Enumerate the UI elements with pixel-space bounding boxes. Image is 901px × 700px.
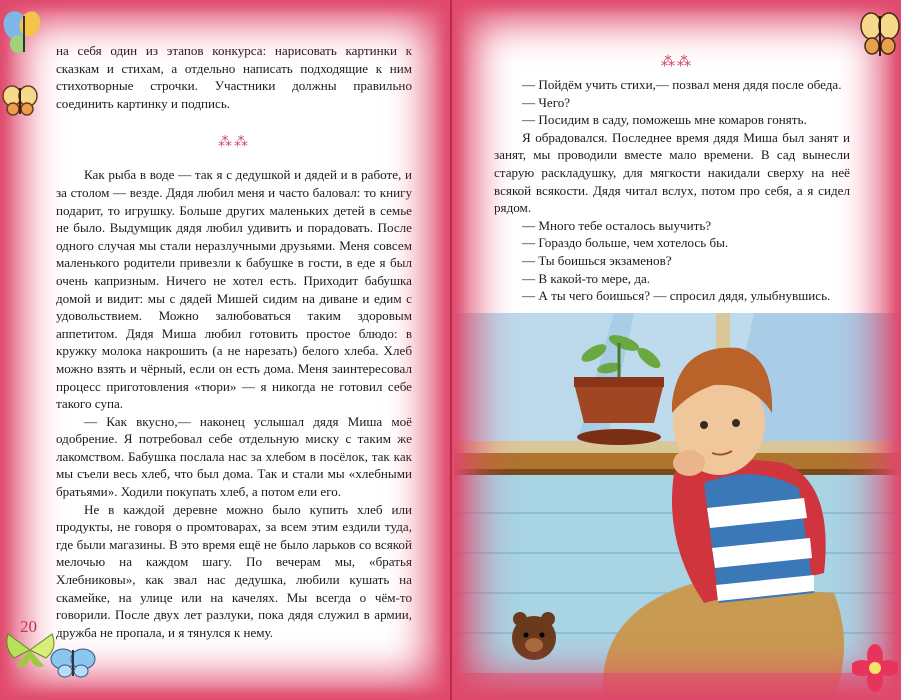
flower-icon [852, 640, 898, 696]
section-ornament: ⁂⁂ [218, 135, 250, 151]
dialogue-line: — Гораздо больше, чем хотелось бы. [522, 235, 729, 251]
butterfly-icon [860, 10, 900, 64]
page-number: 20 [20, 617, 37, 636]
butterfly-icon [2, 84, 38, 118]
right-paragraph: Я обрадовался. Последнее время дядя Миша был занят и занят, мы проводили вместе мало времени. В сад вынесли старую раскладушку, для мягкости накидали сверху на неё всякой всякости. Дядя читал вслух, потом про себя, а я сидел рядом. [494, 129, 850, 216]
left-paragraph-1: Как рыба в воде — так я с дедушкой и дядей и в работе, и за столом — везде. Дядя любил меня и часто баловал: то книгу подарит, то игрушку. Больше других маленьких детей в семье не было. Выдумщик дядя любил удивить и порадовать. После одного случая мы стали неразлучными друзьями. Меня совсем маленького родители привезли к бабушке в гости, в еде я был очень капризным. Ничего не хотел есть. Приходит бабушка домой и видит: мы с дядей Мишей сидим на диване и едим с удовольствием. Можно залюбоваться таким здоровым аппетитом. Дядя Миша любил готовить простое блюдо: в кружку молока накрошить (а не нарезать) белого хлеба. Хлеб можно взять и чёрный, если он есть дома. Меня заинтересовал процесс приготовления «тюри» — я никогда не готовил себе такого супа. [56, 167, 412, 412]
boy-illustration [454, 313, 901, 700]
dialogue-line: — Много тебе осталось выучить? [522, 217, 712, 233]
left-intro-paragraph: на себя один из этапов конкурса: нарисовать картинки к сказкам и стихам, а отдельно написать подходящие к ним стихотворные строчки. Участники должны правильно соединить картинку и подпись. [56, 43, 412, 111]
dialogue-line: — А ты чего боишься? — спросил дядя, улыбнувшись. [522, 288, 831, 304]
left-paragraph-2: — Как вкусно,— наконец услышал дядя Миша моё одобрение. Я потребовал себе отдельную миску с таким же лакомством. Бабушка послала нас за хлебом в посёлок, так как мы съели весь хлеб, что был дома. Так и стали мы «хлебными братьями». Ходили покупать хлеб, а потом ели его. [56, 413, 412, 500]
section-ornament: ⁂⁂ [661, 54, 693, 70]
left-page [0, 0, 450, 700]
dialogue-line: — Пойдём учить стихи,— позвал меня дядя после обеда. [522, 77, 842, 92]
dialogue-line: — В какой-то мере, да. [522, 270, 651, 286]
dialogue-line: — Ты боишься экзаменов? [522, 252, 672, 268]
right-page [452, 0, 901, 700]
dialogue-line: — Чего? [522, 94, 571, 110]
butterfly-icon [50, 646, 96, 680]
left-text-column [56, 42, 412, 641]
right-text-column [494, 76, 850, 305]
left-paragraph-3: Не в каждой деревне можно было купить хлеб или продукты, не говоря о промтоварах, за всем этим ездили туда, где были магазины. В это время ещё не было ларьков со всякой мелочью на каждом шагу. По вечерам мы, «братья Хлебниковы», как звал нас дедушка, любили кушать на скамейке, на улице или на качелях. Мы всегда о чём-то говорили. После двух лет разлуки, пока дядя служил в армии, дружба не пропала, и я тянулся к нему. [56, 501, 412, 640]
butterfly-icon [2, 8, 44, 58]
dialogue-line: — Посидим в саду, поможешь мне комаров гонять. [522, 112, 807, 128]
